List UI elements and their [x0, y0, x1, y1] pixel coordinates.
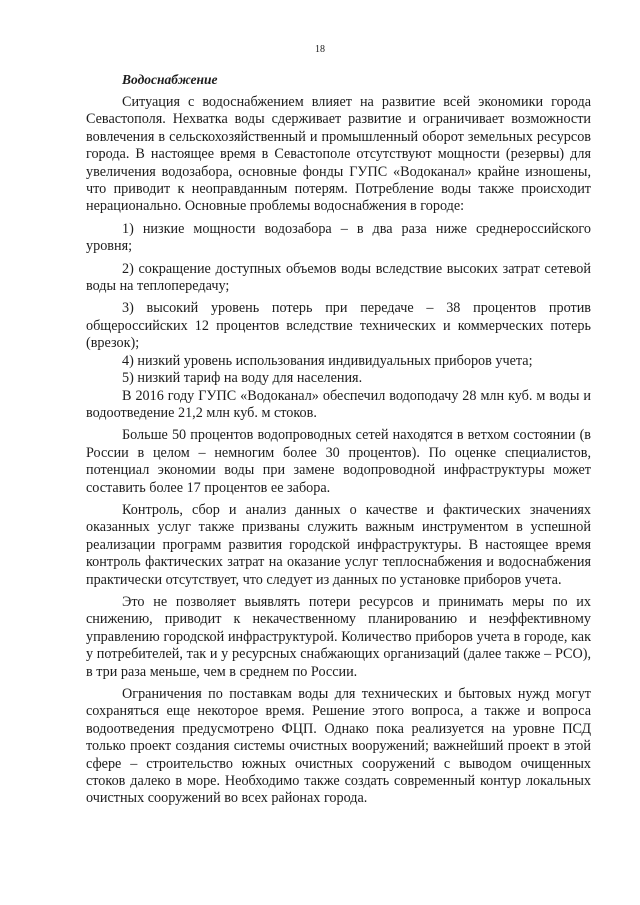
list-item: 1) низкие мощности водозабора – в два раза ниже среднероссийского уровня; [86, 220, 591, 255]
list-item: 3) высокий уровень потерь при передаче – 38 процентов против общероссийских 12 процентов вследствие технических и коммерческих потерь (врезок); [86, 300, 591, 352]
page-number: 18 [315, 44, 325, 55]
body-text [86, 94, 591, 808]
list-item: 2) сокращение доступных объемов воды вследствие высоких затрат сетевой воды на теплопередачу; [86, 260, 591, 295]
list-item: 4) низкий уровень использования индивидуальных приборов учета; [122, 352, 533, 369]
paragraph: В 2016 году ГУПС «Водоканал» обеспечил водоподачу 28 млн куб. м воды и водоотведение 21,2 млн куб. м стоков. [86, 387, 591, 421]
paragraph: Ограничения по поставкам воды для технических и бытовых нужд могут сохраняться еще некоторое время. Решение этого вопроса, а также и вопроса водоотведения предусмотрено ФЦП. Однако пока реализуется на уровне ПСД только проект создания системы очистных вооружений; важнейший проект в этой сфере – строительство южных очистных сооружений с выводом очищенных стоков далеко в море. Необходимо также создать современный контур локальных очистных сооружений во всех районах города. [86, 686, 591, 807]
paragraph: Больше 50 процентов водопроводных сетей находятся в ветхом состоянии (в России в целом – немногим более 30 процентов). По оценке специалистов, потенциал экономии воды при замене водопроводной инфраструктуры может составить более 17 процентов ее забора. [86, 427, 591, 496]
list-item: 5) низкий тариф на воду для населения. [122, 370, 363, 387]
paragraph: Это не позволяет выявлять потери ресурсов и принимать меры по их снижению, приводит к некачественному планированию и неэффективному управлению городской инфраструктурой. Количество приборов учета в городе, как у потребителей, так и у ресурсных снабжающих организаций (далее также – РСО), в три раза меньше, чем в среднем по России. [86, 593, 591, 680]
paragraph: Контроль, сбор и анализ данных о качестве и фактических значениях оказанных услуг также призваны служить важным инструментом в успешной реализации программ развития городской инфраструктуры. В настоящее время контроль фактических затрат на оказание услуг теплоснабжения и водоснабжения практически отсутствует, что следует из данных по установке приборов учета. [86, 501, 591, 588]
section-heading: Водоснабжение [122, 72, 218, 87]
paragraph-intro: Ситуация с водоснабжением влияет на развитие всей экономики города Севастополя. Нехватка воды сдерживает развитие и ограничивает возможности вовлечения в сельскохозяйственный и промышленный оборот земельных ресурсов города. В настоящее время в Севастополе отсутствуют мощности (резервы) для увеличения водозабора, основные фонды ГУПС «Водоканал» крайне изношены, что приводит к неоправданным потерям. Потребление воды также происходит нерационально. Основные проблемы водоснабжения в городе: [86, 94, 591, 215]
